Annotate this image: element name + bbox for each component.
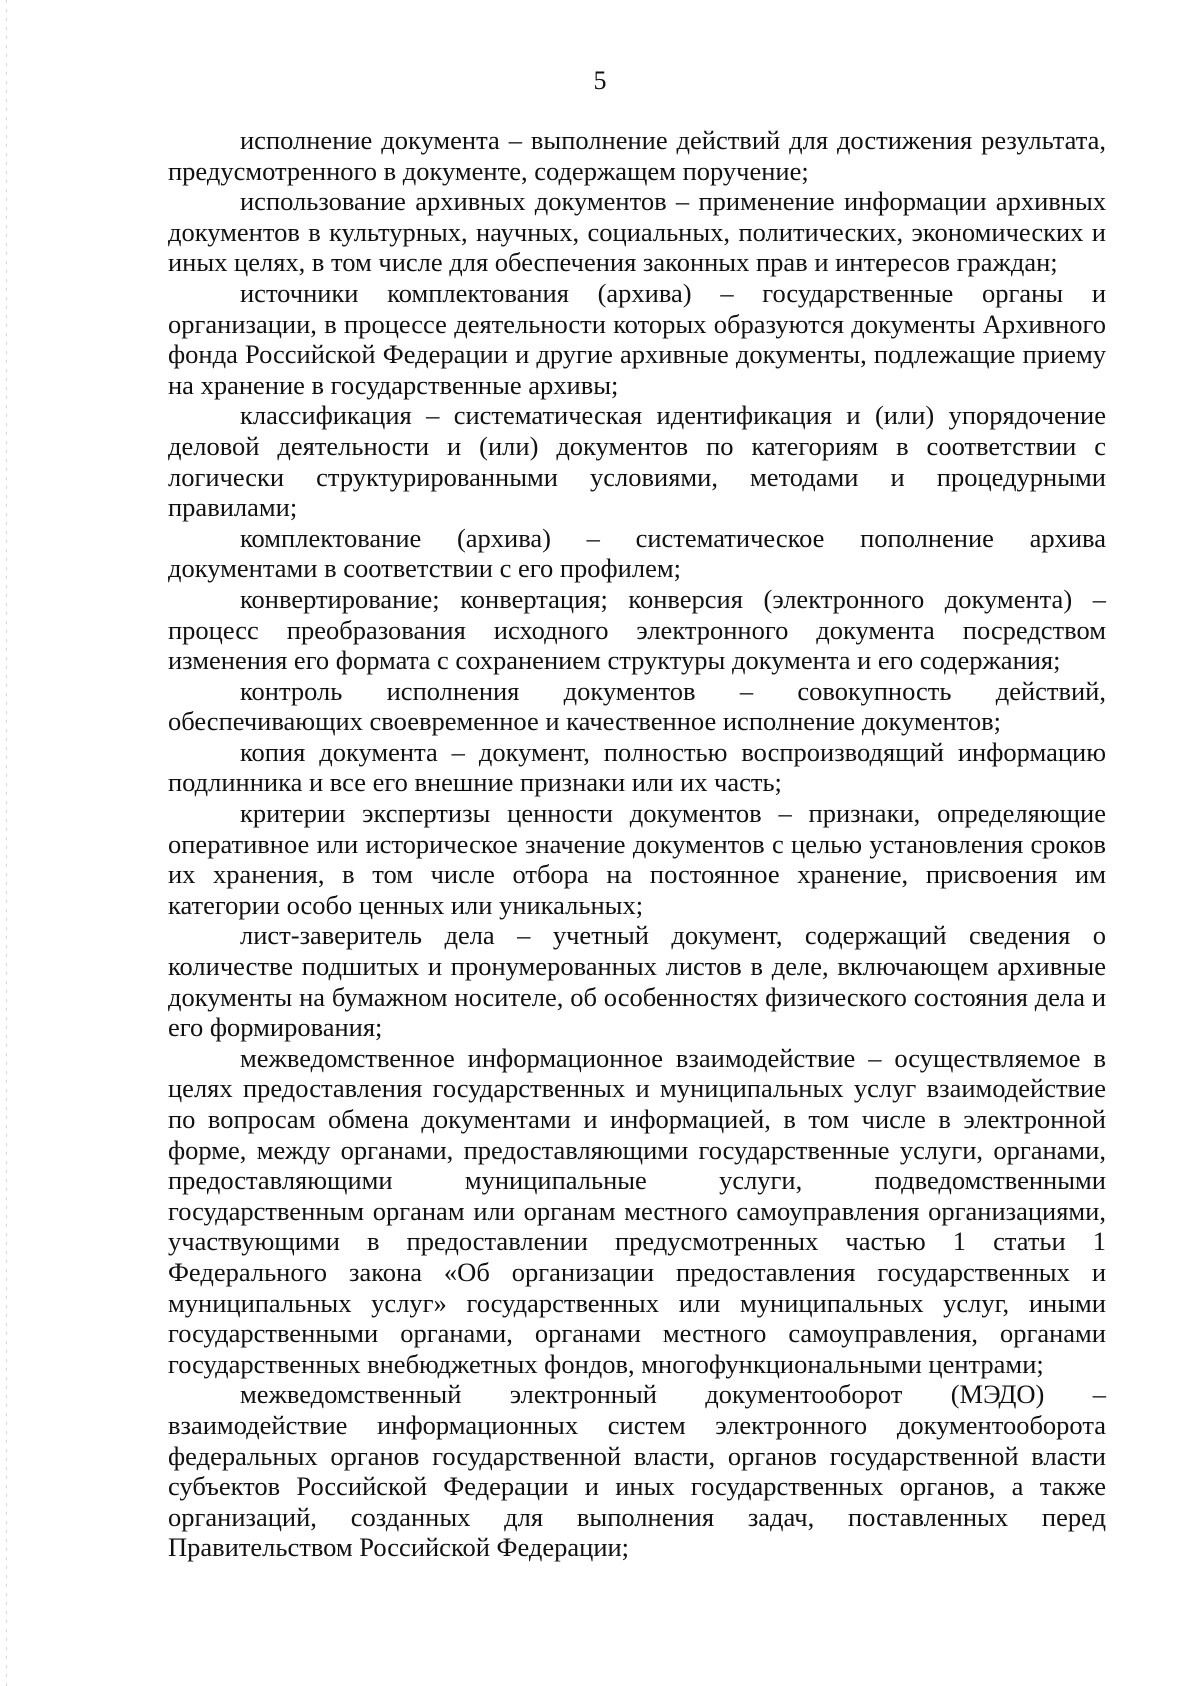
definition-paragraph: лист-заверитель дела – учетный документ, содержащий сведения о количестве подшитых и пронумерованных листов в деле, включающем архивные документы на бумажном носителе, об особенностях физического состояния дела и его формирования; bbox=[168, 920, 1106, 1043]
definition-paragraph: контроль исполнения документов – совокупность действий, обеспечивающих своевременное и качественное исполнение документов; bbox=[168, 675, 1106, 737]
definition-paragraph: использование архивных документов – применение информации архивных документов в культурных, научных, социальных, политических, экономических и иных целях, в том числе для обеспечения законных прав и интересов граждан; bbox=[168, 186, 1106, 278]
definition-paragraph: копия документа – документ, полностью воспроизводящий информацию подлинника и все его внешние признаки или их часть; bbox=[168, 736, 1106, 798]
definition-paragraph: источники комплектования (архива) – государственные органы и организации, в процессе деятельности которых образуются документы Архивного фонда Российской Федерации и другие архивные документы, подлежащие приему на хранение в государственные архивы; bbox=[168, 277, 1106, 400]
definition-paragraph: комплектование (архива) – систематическое пополнение архива документами в соответствии с его профилем; bbox=[168, 522, 1106, 584]
definition-paragraph: классификация – систематическая идентификация и (или) упорядочение деловой деятельности и (или) документов по категориям в соответствии с логически структурированными условиями, методами и процедурными правилами; bbox=[168, 400, 1106, 523]
page-number: 5 bbox=[593, 66, 607, 95]
definition-paragraph: исполнение документа – выполнение действий для достижения результата, предусмотренного в документе, содержащем поручение; bbox=[168, 125, 1106, 186]
scan-edge-mark bbox=[6, 0, 7, 1686]
definition-paragraph: критерии экспертизы ценности документов – признаки, определяющие оперативное или историческое значение документов с целью установления сроков их хранения, в том числе отбора на постоянное хранение, присвоения им категории особо ценных или уникальных; bbox=[168, 798, 1106, 920]
document-body bbox=[168, 125, 1106, 1563]
definition-paragraph: конвертирование; конвертация; конверсия (электронного документа) – процесс преобразования исходного электронного документа посредством изменения его формата с сохранением структуры документа и его содержания; bbox=[168, 583, 1106, 676]
definition-paragraph: межведомственное информационное взаимодействие – осуществляемое в целях предоставления государственных и муниципальных услуг взаимодействие по вопросам обмена документами и информацией, в том числе в электронной форме, между органами, предоставляющими государственные услуги, органами, предоставляющими муниципальные услуги, подведомственными государственным органам или органам местного самоуправления организациями, участвующими в предоставлении предусмотренных частью 1 статьи 1 Федерального закона «Об организации предоставления государственных и муниципальных услуг» государственных или муниципальных услуг, иными государственными органами, органами местного самоуправления, органами государственных внебюджетных фондов, многофункциональными центрами; bbox=[168, 1042, 1106, 1379]
definition-paragraph: межведомственный электронный документооборот (МЭДО) – взаимодействие информационных систем электронного документооборота федеральных органов государственной власти, органов государственной власти субъектов Российской Федерации и иных государственных органов, а также организаций, созданных для выполнения задач, поставленных перед Правительством Российской Федерации; bbox=[168, 1379, 1106, 1563]
